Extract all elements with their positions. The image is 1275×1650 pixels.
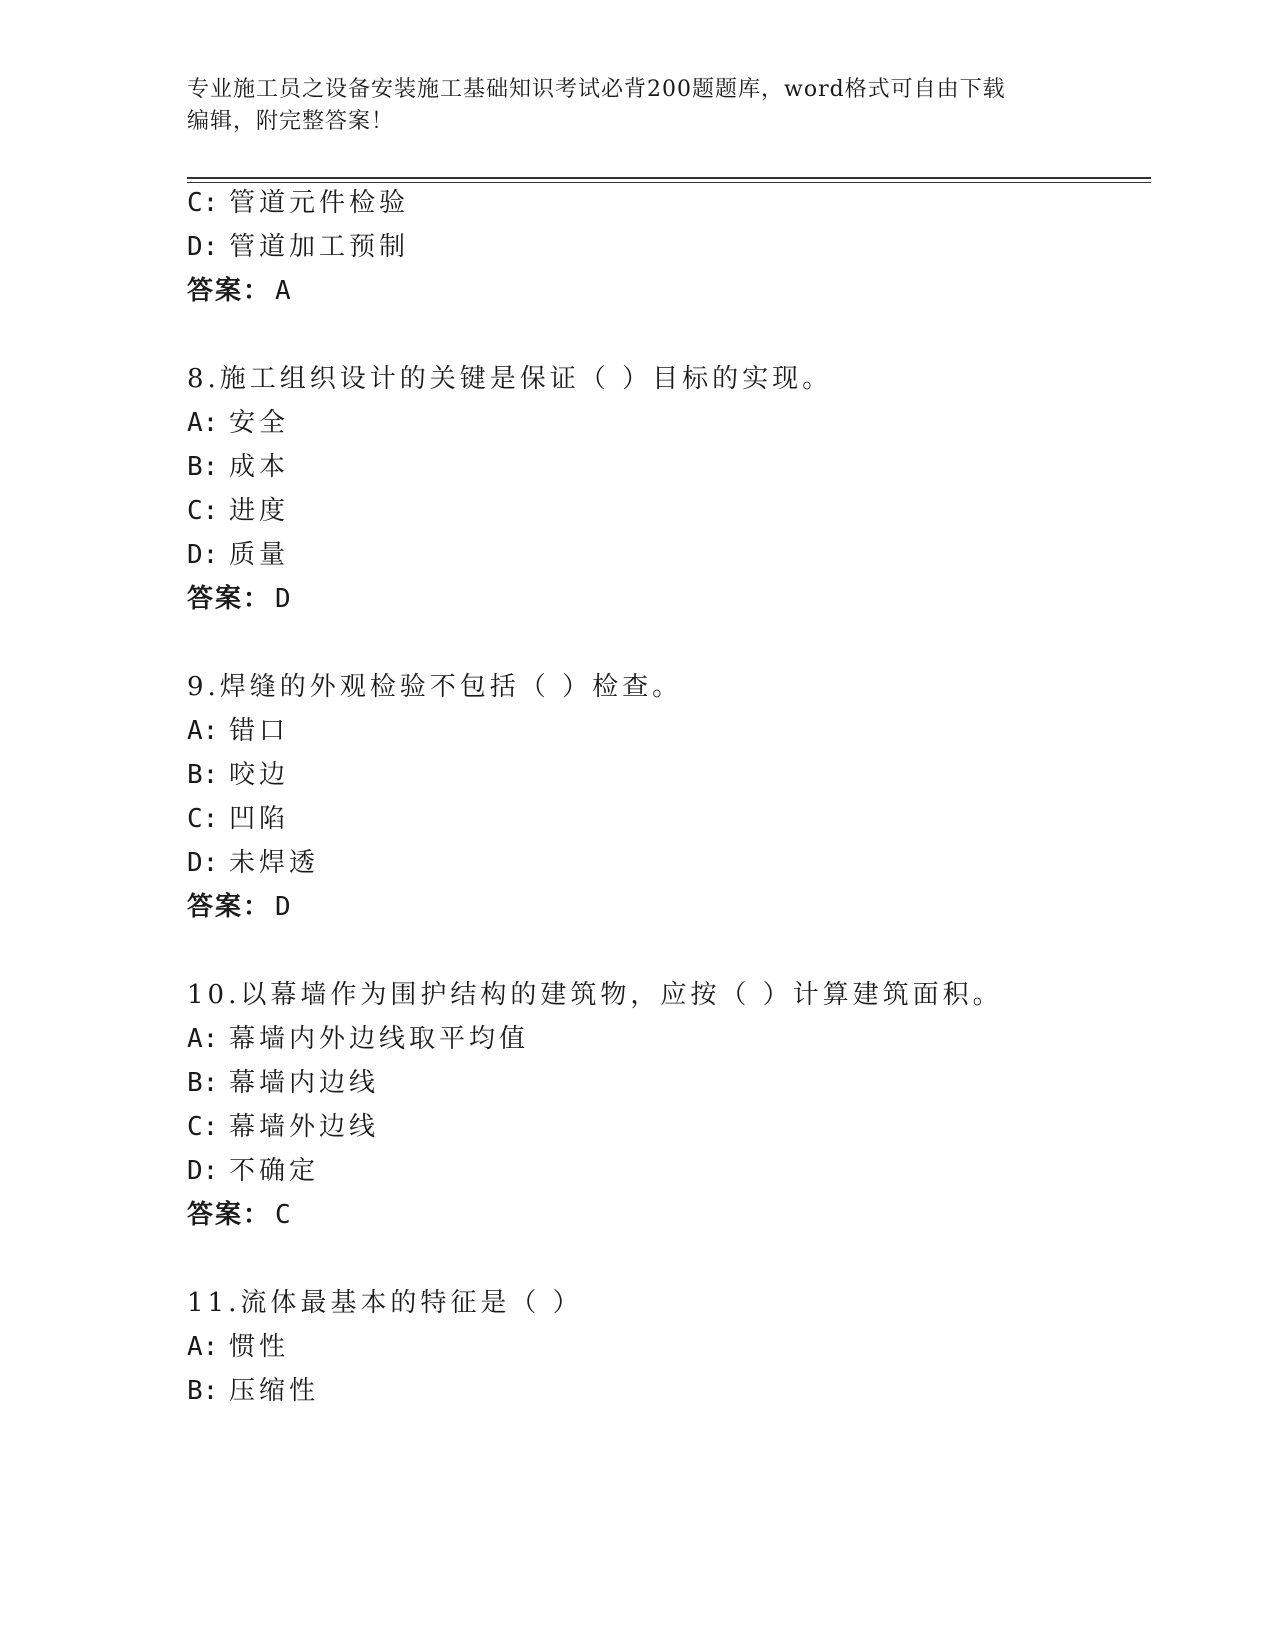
answer-value: A: [275, 276, 293, 306]
header-divider-thin: [187, 182, 1151, 183]
answer-line: [187, 276, 293, 306]
option-text: 不确定: [229, 1156, 320, 1186]
option-text: 进度: [229, 496, 290, 526]
option-letter: A:: [187, 1332, 219, 1362]
header-line-1: 专业施工员之设备安装施工基础知识考试必背200题题库，word格式可自由下载: [187, 77, 1006, 102]
option-line: [187, 760, 289, 790]
option-letter: A:: [187, 716, 219, 746]
option-text: 惯性: [229, 1332, 290, 1362]
option-letter: B:: [187, 760, 219, 790]
option-letter: A:: [187, 408, 219, 438]
option-text: 管道加工预制: [229, 232, 410, 262]
option-line: [187, 452, 289, 482]
option-text: 凹陷: [229, 804, 290, 834]
answer-value: D: [275, 584, 293, 614]
option-line: [187, 408, 289, 438]
answer-value: D: [275, 892, 293, 922]
answer-label: 答案：: [187, 276, 272, 306]
option-text: 幕墙内外边线取平均值: [229, 1024, 530, 1054]
question-stem: 10.以幕墙作为围护结构的建筑物，应按（ ）计算建筑面积。: [187, 980, 1003, 1010]
option-text: 未焊透: [229, 848, 320, 878]
option-text: 安全: [229, 408, 290, 438]
option-text: 质量: [229, 540, 290, 570]
option-line: [187, 848, 319, 878]
answer-label: 答案：: [187, 1200, 272, 1230]
question-stem: 9.焊缝的外观检验不包括（ ）检查。: [187, 672, 683, 702]
option-text: 压缩性: [229, 1376, 320, 1406]
option-letter: A:: [187, 1024, 219, 1054]
question-stem: 8.施工组织设计的关键是保证（ ）目标的实现。: [187, 364, 833, 394]
option-text: 错口: [229, 716, 290, 746]
option-letter: C:: [187, 1112, 219, 1142]
question-stem: 11.流体最基本的特征是（ ）: [187, 1288, 583, 1318]
option-letter: D:: [187, 848, 219, 878]
option-line: [187, 1024, 529, 1054]
option-line: [187, 1376, 319, 1406]
option-line: [187, 1068, 379, 1098]
option-text: 幕墙外边线: [229, 1112, 380, 1142]
option-letter: D:: [187, 1156, 219, 1186]
option-text: 咬边: [229, 760, 290, 790]
answer-line: [187, 892, 293, 922]
option-text: 幕墙内边线: [229, 1068, 380, 1098]
option-letter: C:: [187, 188, 219, 218]
option-line: [187, 716, 289, 746]
option-line: [187, 1156, 319, 1186]
option-line: [187, 804, 289, 834]
header-divider-thick: [187, 177, 1151, 179]
answer-line: [187, 584, 293, 614]
answer-value: C: [275, 1200, 293, 1230]
option-line: [187, 188, 409, 218]
option-line: [187, 1112, 379, 1142]
option-text: 成本: [229, 452, 290, 482]
document-header: [187, 74, 1087, 138]
answer-label: 答案：: [187, 584, 272, 614]
option-letter: C:: [187, 804, 219, 834]
option-letter: D:: [187, 232, 219, 262]
option-text: 管道元件检验: [229, 188, 410, 218]
option-line: [187, 1332, 289, 1362]
option-letter: B:: [187, 1068, 219, 1098]
option-line: [187, 540, 289, 570]
option-line: [187, 232, 409, 262]
option-letter: B:: [187, 1376, 219, 1406]
option-letter: D:: [187, 540, 219, 570]
option-letter: C:: [187, 496, 219, 526]
header-line-2: 编辑，附完整答案！: [187, 109, 395, 134]
option-letter: B:: [187, 452, 219, 482]
option-line: [187, 496, 289, 526]
answer-label: 答案：: [187, 892, 272, 922]
answer-line: [187, 1200, 293, 1230]
